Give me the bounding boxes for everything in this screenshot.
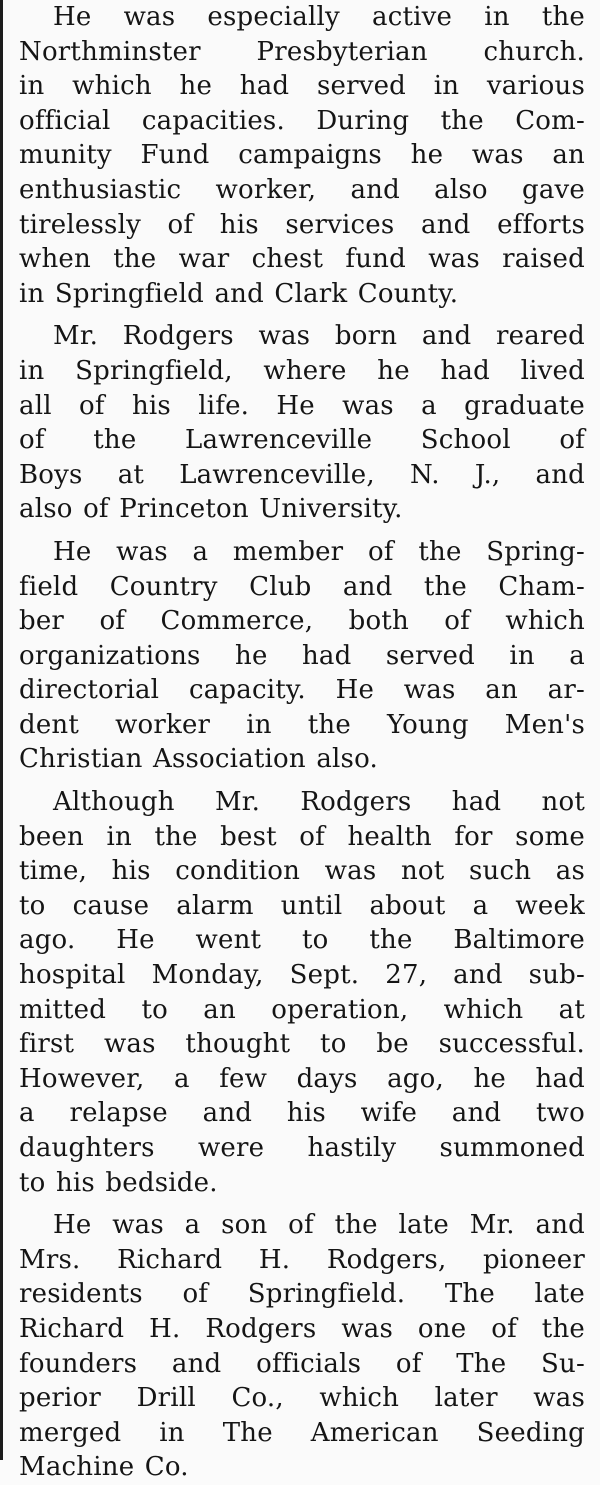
article-line: time, his condition was not such as <box>19 856 585 887</box>
paragraph-gap <box>19 311 585 319</box>
article-line: to cause alarm until about a week <box>19 890 585 921</box>
paragraph-gap <box>19 527 585 535</box>
article-line: all of his life. He was a graduate <box>19 390 585 421</box>
article-line: dent worker in the Young Men's <box>19 709 585 740</box>
article-paragraph <box>19 319 585 527</box>
article-line: directorial capacity. He was an ar- <box>19 675 585 706</box>
article-line: ber of Commerce, both of which <box>19 606 585 637</box>
article-line: official capacities. During the Com- <box>19 105 585 136</box>
article-line: Christian Association also. <box>19 744 378 775</box>
paragraph-gap <box>19 1200 585 1208</box>
article-line: Mr. Rodgers was born and reared <box>53 321 585 352</box>
article-line: munity Fund campaigns he was an <box>19 140 585 171</box>
article-line: He was especially active in the <box>53 2 585 32</box>
article-line: to his bedside. <box>19 1167 218 1198</box>
article-line: in Springfield and Clark County. <box>19 278 459 309</box>
article-paragraph <box>19 1208 585 1485</box>
article-paragraph <box>19 0 585 311</box>
article-line: in which he had served in various <box>19 71 585 102</box>
article-line: He was a member of the Spring- <box>53 536 585 567</box>
article-line: also of Princeton University. <box>19 494 403 525</box>
article-line: ago. He went to the Baltimore <box>19 925 585 956</box>
article-paragraph <box>19 785 585 1200</box>
article-line: Richard H. Rodgers was one of the <box>19 1313 585 1344</box>
article-line: Boys at Lawrenceville, N. J., and <box>19 459 585 490</box>
article-line: hospital Monday, Sept. 27, and sub- <box>19 960 585 991</box>
article-line: organizations he had served in a <box>19 640 585 671</box>
paragraph-gap <box>19 777 585 785</box>
article-line: Mrs. Richard H. Rodgers, pioneer <box>19 1244 585 1275</box>
article-line: field Country Club and the Cham- <box>19 571 585 602</box>
article-paragraph <box>19 535 585 777</box>
article-line: first was thought to be successful. <box>19 1029 585 1060</box>
article-line: tirelessly of his services and efforts <box>19 209 585 240</box>
article-line: Northminster Presbyterian church. <box>19 36 585 67</box>
article-line: perior Drill Co., which later was <box>19 1383 585 1414</box>
article-line: when the war chest fund was raised <box>19 244 585 275</box>
article-line: residents of Springfield. The late <box>19 1279 585 1310</box>
article-line: Although Mr. Rodgers had not <box>53 787 585 818</box>
article-column <box>19 0 585 1485</box>
article-line: He was a son of the late Mr. and <box>53 1210 585 1241</box>
article-line: enthusiastic worker, and also gave <box>19 174 585 205</box>
article-line: of the Lawrenceville School of <box>19 425 585 456</box>
article-line: founders and officials of The Su- <box>19 1348 585 1379</box>
article-line: merged in The American Seeding <box>19 1417 585 1448</box>
article-line: daughters were hastily summoned <box>19 1133 585 1163</box>
article-line: mitted to an operation, which at <box>19 994 585 1025</box>
article-line: Machine Co. <box>19 1452 189 1483</box>
article-line: in Springfield, where he had lived <box>19 355 585 386</box>
article-line: been in the best of health for some <box>19 821 585 852</box>
article-line: a relapse and his wife and two <box>19 1098 585 1129</box>
article-line: However, a few days ago, he had <box>19 1063 585 1094</box>
